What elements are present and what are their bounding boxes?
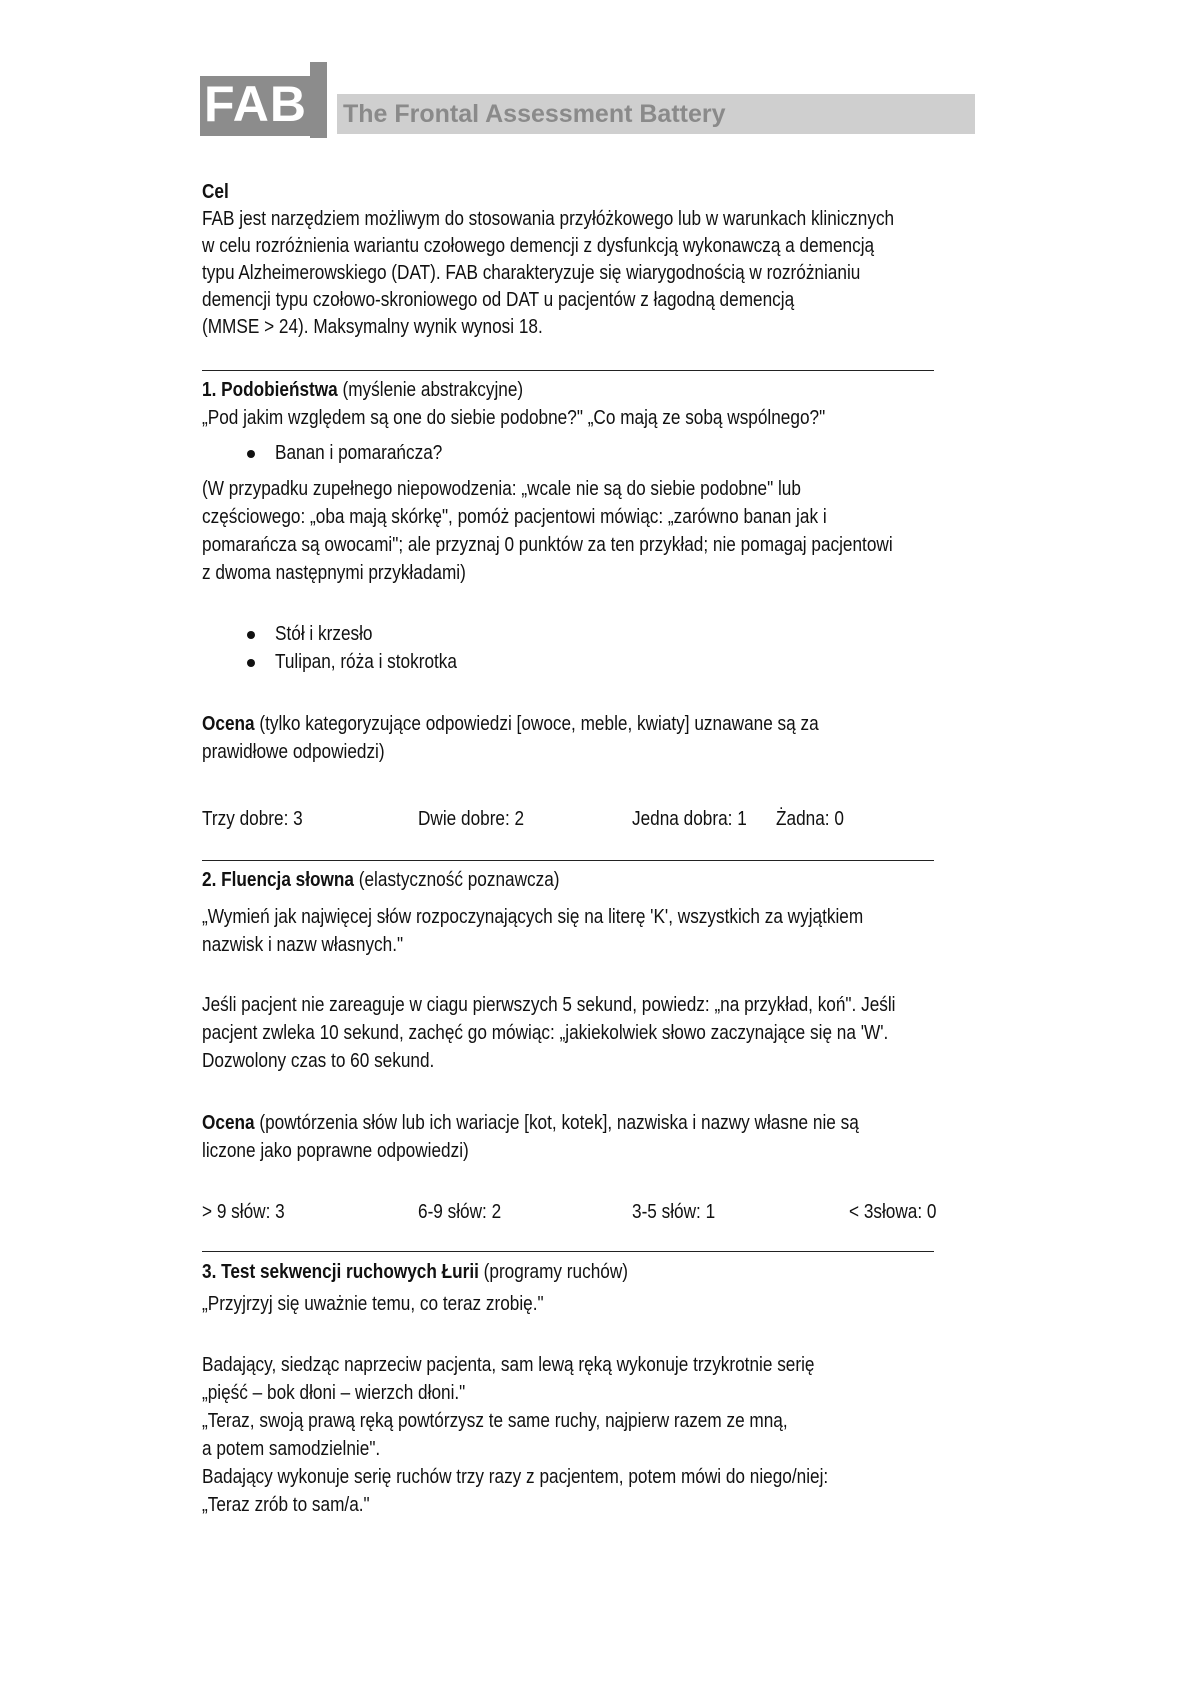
score-item: < 3słowa: 0	[849, 1201, 937, 1223]
score-item: 3-5 słów: 1	[632, 1201, 716, 1223]
section1-note-line: z dwoma następnymi przykładami)	[202, 562, 466, 584]
section3-line: „Teraz zrób to sam/a."	[202, 1494, 370, 1516]
score-item: Dwie dobre: 2	[418, 808, 525, 830]
bullet-icon	[247, 631, 255, 639]
section3-question: „Przyjrzyj się uważnie temu, co teraz zrobię."	[202, 1293, 544, 1315]
intro-line: typu Alzheimerowskiego (DAT). FAB charakteryzuje się wiarygodnością w rozróżnianiu	[202, 262, 861, 284]
section1-note-line: częściowego: „oba mają skórkę", pomóż pacjentowi mówiąc: „zarówno banan jak i	[202, 506, 827, 528]
section-divider	[202, 860, 934, 861]
section2-line: nazwisk i nazw własnych."	[202, 934, 404, 956]
section2-instr-line: Jeśli pacjent nie zareaguje w ciagu pierwszych 5 sekund, powiedz: „na przykład, koń". Jeśli	[202, 994, 896, 1016]
intro-line: (MMSE > 24). Maksymalny wynik wynosi 18.	[202, 316, 543, 338]
section1-title: 1. Podobieństwa (myślenie abstrakcyjne)	[202, 379, 524, 401]
section3-line: Badający, siedząc naprzeciw pacjenta, sam lewą ręką wykonuje trzykrotnie serię	[202, 1354, 815, 1376]
section2-instr-line: pacjent zwleka 10 sekund, zachęć go mówiąc: „jakiekolwiek słowo zaczynające się na 'W'.	[202, 1022, 889, 1044]
section1-question: „Pod jakim względem są one do siebie podobne?" „Co mają ze sobą wspólnego?"	[202, 407, 826, 429]
section2-line: „Wymień jak najwięcej słów rozpoczynających się na literę 'K', wszystkich za wyjątkiem	[202, 906, 864, 928]
section1-note-line: (W przypadku zupełnego niepowodzenia: „wcale nie są do siebie podobne" lub	[202, 478, 801, 500]
section3-line: a potem samodzielnie".	[202, 1438, 381, 1460]
section3-line: „pięść – bok dłoni – wierzch dłoni."	[202, 1382, 466, 1404]
fab-logo-bar	[310, 62, 327, 138]
section1-ocena-cont: prawidłowe odpowiedzi)	[202, 741, 385, 763]
score-item: 6-9 słów: 2	[418, 1201, 502, 1223]
list-item: Tulipan, róża i stokrotka	[275, 651, 457, 673]
bullet-icon	[247, 659, 255, 667]
intro-line: w celu rozróżnienia wariantu czołowego demencji z dysfunkcją wykonawczą a demencją	[202, 235, 875, 257]
section2-instr-line: Dozwolony czas to 60 sekund.	[202, 1050, 435, 1072]
section-divider	[202, 1251, 934, 1252]
intro-line: demencji typu czołowo-skroniowego od DAT u pacjentów z łagodną demencją	[202, 289, 795, 311]
section1-note-line: pomarańcza są owocami"; ale przyznaj 0 punktów za ten przykład; nie pomagaj pacjentowi	[202, 534, 893, 556]
intro-heading: Cel	[202, 181, 229, 203]
list-item: Banan i pomarańcza?	[275, 442, 443, 464]
title-banner	[337, 94, 975, 134]
section2-ocena-cont: liczone jako poprawne odpowiedzi)	[202, 1140, 469, 1162]
score-item: Jedna dobra: 1	[632, 808, 747, 830]
score-item: Żadna: 0	[776, 808, 844, 830]
list-item: Stół i krzesło	[275, 623, 373, 645]
intro-line: FAB jest narzędziem możliwym do stosowania przyłóżkowego lub w warunkach klinicznych	[202, 208, 895, 230]
score-item: Trzy dobre: 3	[202, 808, 303, 830]
section2-ocena: Ocena (powtórzenia słów lub ich wariacje [kot, kotek], nazwiska i nazwy własne nie są	[202, 1112, 859, 1134]
section-divider	[202, 370, 934, 371]
section3-line: „Teraz, swoją prawą ręką powtórzysz te same ruchy, najpierw razem ze mną,	[202, 1410, 788, 1432]
section1-ocena: Ocena (tylko kategoryzujące odpowiedzi [owoce, meble, kwiaty] uznawane są za	[202, 713, 819, 735]
fab-logo: FAB	[204, 76, 307, 132]
section3-line: Badający wykonuje serię ruchów trzy razy z pacjentem, potem mówi do niego/niej:	[202, 1466, 829, 1488]
section3-title: 3. Test sekwencji ruchowych Łurii (programy ruchów)	[202, 1261, 628, 1283]
document-title: The Frontal Assessment Battery	[343, 100, 726, 128]
score-item: > 9 słów: 3	[202, 1201, 285, 1223]
bullet-icon	[247, 450, 255, 458]
section2-title: 2. Fluencja słowna (elastyczność poznawcza)	[202, 869, 560, 891]
